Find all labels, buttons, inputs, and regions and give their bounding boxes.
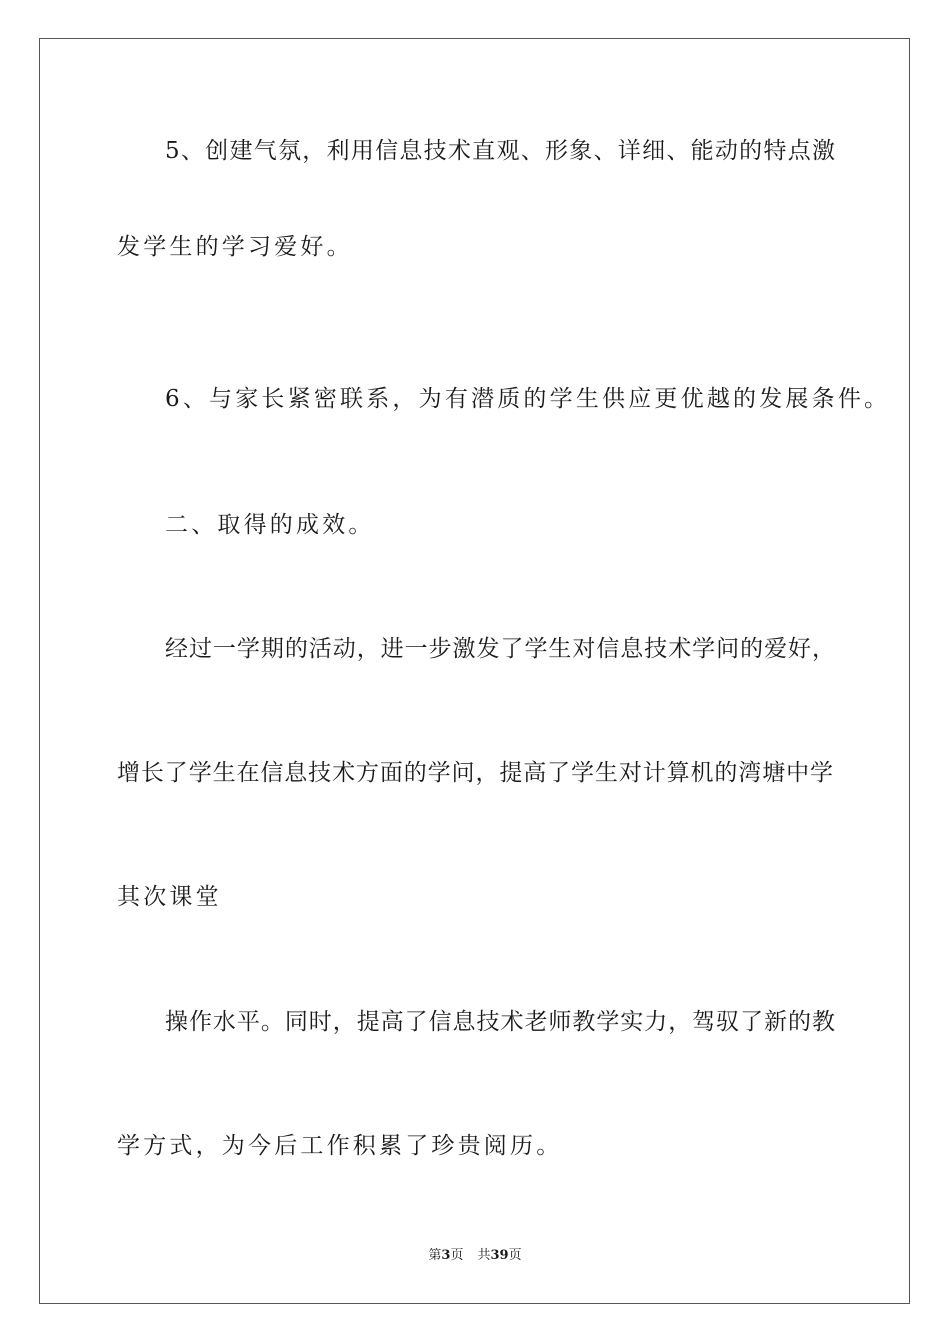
footer-total-pages: 39 xyxy=(490,1248,509,1263)
paragraph-5-line-1: 5、创建气氛，利用信息技术直观、形象、详细、能动的特点激 xyxy=(165,138,835,164)
paragraph-7-line-1: 经过一学期的活动，进一步激发了学生对信息技术学问的爱好， xyxy=(165,636,835,662)
paragraph-7-line-3: 其次课堂 xyxy=(117,884,222,910)
section-heading: 二、取得的成效。 xyxy=(165,512,375,538)
paragraph-6-line-1: 6、与家长紧密联系，为有潜质的学生供应更优越的发展条件。 xyxy=(165,386,891,412)
footer-page-prefix: 第 xyxy=(428,1248,442,1263)
paragraph-5-line-2: 发学生的学习爱好。 xyxy=(117,234,353,260)
footer-total-suffix: 页 xyxy=(508,1248,522,1263)
paragraph-8-line-2: 学方式，为今后工作积累了珍贵阅历。 xyxy=(117,1133,563,1159)
paragraph-8-line-1: 操作水平。同时，提高了信息技术老师教学实力，驾驭了新的教 xyxy=(165,1009,835,1035)
footer-total-prefix: 共 xyxy=(477,1248,491,1263)
page-border xyxy=(39,38,910,1304)
footer-page-suffix: 页 xyxy=(450,1248,464,1263)
paragraph-7-line-2: 增长了学生在信息技术方面的学问，提高了学生对计算机的湾塘中学 xyxy=(117,760,833,786)
footer-page-number: 3 xyxy=(441,1248,451,1263)
page-footer xyxy=(0,1247,950,1265)
